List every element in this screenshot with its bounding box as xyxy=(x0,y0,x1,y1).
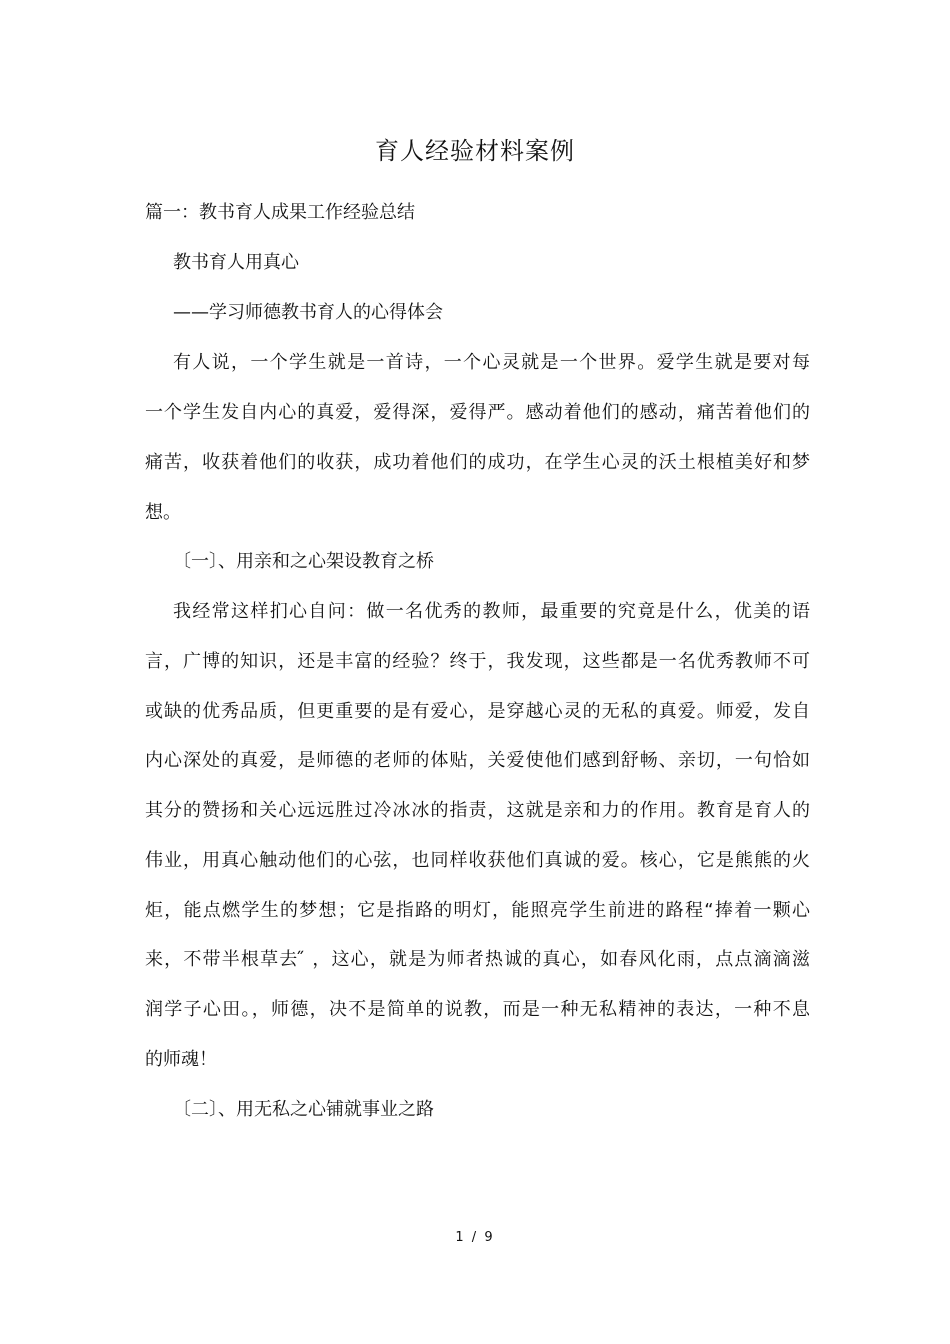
paragraph-line: 一个学生发自内心的真爱，爱得深，爱得严。感动着他们的感动，痛苦着他们的 xyxy=(145,402,810,423)
paragraph-line: 来，不带半根草去 ̋ ，这心，就是为师者热诚的真心，如春风化雨，点点滴滴滋 xyxy=(145,949,810,970)
paragraph-line: 我经常这样扪心自问：做一名优秀的教师，最重要的究竟是什么，优美的语 xyxy=(173,601,810,622)
paragraph-line: 或缺的优秀品质，但更重要的是有爱心，是穿越心灵的无私的真爱。师爱，发自 xyxy=(145,701,810,722)
document-title: 育人经验材料案例 xyxy=(375,137,575,165)
paragraph-line: 的师魂！ xyxy=(145,1049,217,1070)
essay-subtitle: ——学习师德教书育人的心得体会 xyxy=(173,302,443,323)
subheading-1: 〔一〕、用亲和之心架设教育之桥 xyxy=(173,551,434,572)
section-heading: 篇一：教书育人成果工作经验总结 xyxy=(145,202,415,223)
paragraph-line: 痛苦，收获着他们的收获，成功着他们的成功，在学生心灵的沃土根植美好和梦 xyxy=(145,452,810,473)
paragraph-line: 炬，能点燃学生的梦想；它是指路的明灯，能照亮学生前进的路程“捧着一颗心 xyxy=(145,900,810,921)
essay-title: 教书育人用真心 xyxy=(173,252,299,273)
paragraph-line: 想。 xyxy=(145,502,181,523)
paragraph-line: 言，广博的知识，还是丰富的经验？终于，我发现，这些都是一名优秀教师不可 xyxy=(145,651,810,672)
paragraph-line: 有人说，一个学生就是一首诗，一个心灵就是一个世界。爱学生就是要对每 xyxy=(173,352,810,373)
paragraph-line: 其分的赞扬和关心远远胜过冷冰冰的指责，这就是亲和力的作用。教育是育人的 xyxy=(145,800,810,821)
subheading-2: 〔二〕、用无私之心铺就事业之路 xyxy=(173,1099,434,1120)
paragraph-line: 内心深处的真爱，是师德的老师的体贴，关爱使他们感到舒畅、亲切，一句恰如 xyxy=(145,750,810,771)
paragraph-line: 伟业，用真心触动他们的心弦，也同样收获他们真诚的爱。核心，它是熊熊的火 xyxy=(145,850,810,871)
paragraph-line: 润学子心田。，师德，决不是简单的说教，而是一种无私精神的表达，一种不息 xyxy=(145,999,810,1020)
page-number: 1 / 9 xyxy=(455,1230,495,1245)
